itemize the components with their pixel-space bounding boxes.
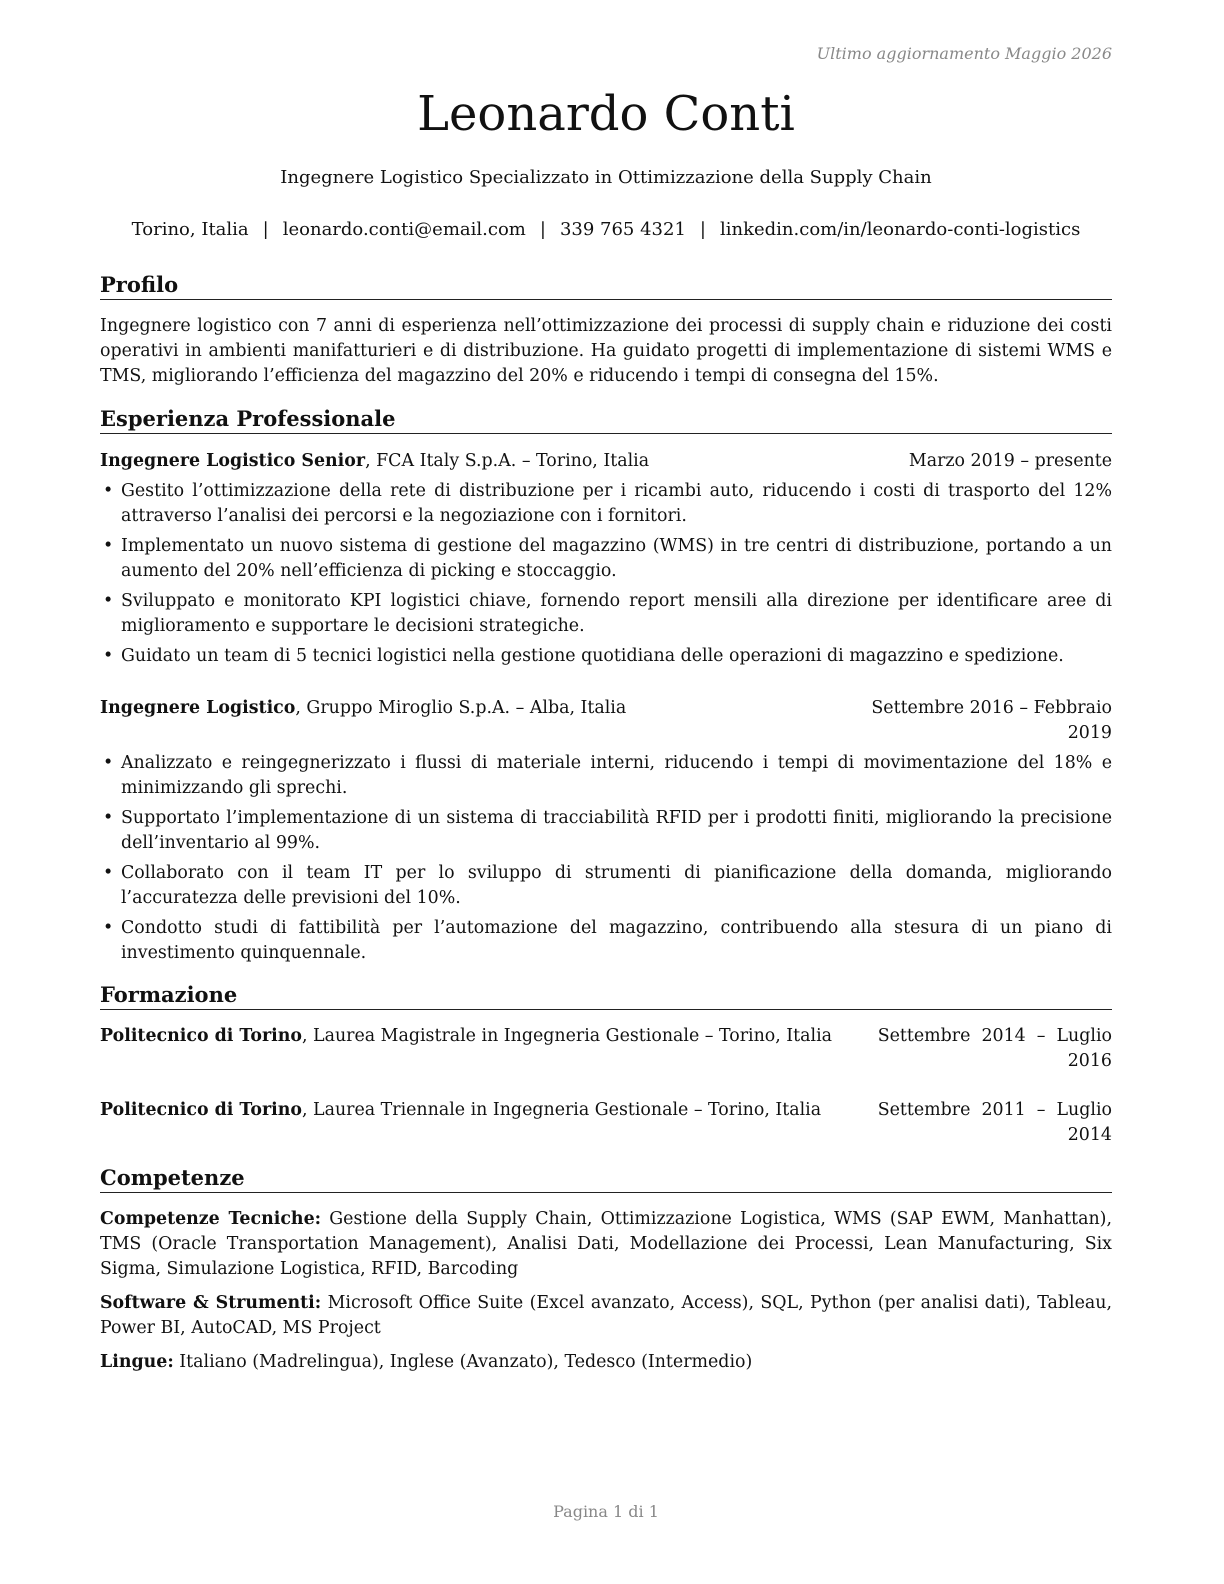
headline: Ingegnere Logistico Specializzato in Ottimizzazione della Supply Chain <box>280 167 932 188</box>
job-title: Ingegnere Logistico Senior <box>100 451 366 471</box>
skills-technical: Competenze Tecniche: Gestione della Supply Chain, Ottimizzazione Logistica, WMS (SAP EWM, Manhattan), TMS (Oracle Transportation Management), Analisi Dati, Modellazione dei Processi, Lean Manufacturing, Six Sigma, Simulazione Logistica, RFID, Barcoding <box>100 1209 1112 1279</box>
list-item: • Supportato l’implementazione di un sistema di tracciabilità RFID per i prodotti finiti, migliorando la precisione dell’inventario al 99%. <box>100 806 1112 856</box>
contact-phone: 339 765 4321 <box>559 219 686 240</box>
contact-email[interactable]: leonardo.conti@email.com <box>282 219 526 240</box>
section-heading-skills: Competenze <box>100 1165 1112 1193</box>
list-item: • Condotto studi di fattibilità per l’automazione del magazzino, contribuendo alla stesura di un piano di investimento quinquennale. <box>100 916 1112 966</box>
list-item: • Gestito l’ottimizzazione della rete di distribuzione per i ricambi auto, riducendo i costi di trasporto del 12% attraverso l’analisi dei percorsi e la negoziazione con i fornitori. <box>100 479 1112 529</box>
list-item: • Sviluppato e monitorato KPI logistici chiave, fornendo report mensili alla direzione per identificare aree di miglioramento e supportare le decisioni strategiche. <box>100 589 1112 639</box>
education-entry <box>100 1024 1112 1074</box>
contact-separator: | <box>262 219 269 240</box>
resume-page <box>100 0 1112 1584</box>
contact-separator: | <box>699 219 706 240</box>
job-title: Ingegnere Logistico <box>100 698 296 718</box>
degree: , Laurea Magistrale in Ingegneria Gestionale – Torino, Italia <box>301 1026 833 1046</box>
contact-linkedin[interactable]: linkedin.com/in/leonardo-conti-logistics <box>719 219 1081 240</box>
last-updated: Ultimo aggiornamento Maggio 2026 <box>816 44 1112 63</box>
contact-line <box>100 219 1112 240</box>
job-header <box>100 696 1112 746</box>
page-number: Pagina 1 di 1 <box>553 1502 659 1521</box>
section-heading-experience: Esperienza Professionale <box>100 406 1112 434</box>
section-heading-profile: Profilo <box>100 272 1112 300</box>
list-item: • Collaborato con il team IT per lo sviluppo di strumenti di pianificazione della domanda, migliorando l’accuratezza delle previsioni del 10%. <box>100 861 1112 911</box>
education-dates: Settembre 2014 – Luglio 2016 <box>877 1026 1112 1071</box>
skills-software: Software & Strumenti: Microsoft Office Suite (Excel avanzato, Access), SQL, Python (per analisi dati), Tableau, Power BI, AutoCAD, MS Project <box>100 1293 1113 1338</box>
degree: , Laurea Triennale in Ingegneria Gestionale – Torino, Italia <box>301 1100 822 1120</box>
profile-text: Ingegnere logistico con 7 anni di esperienza nell’ottimizzazione dei processi di supply chain e riduzione dei costi operativi in ambienti manifatturieri e di distribuzione. Ha guidato progetti di implementazione di sistemi WMS e TMS, migliorando l’efficienza del magazzino del 20% e riducendo i tempi di consegna del 15%. <box>100 316 1112 386</box>
job-bullets <box>100 751 1112 971</box>
job-bullets <box>100 479 1112 674</box>
school-name: Politecnico di Torino <box>100 1100 302 1120</box>
candidate-name: Leonardo Conti <box>417 86 795 142</box>
job-dates: Marzo 2019 – presente <box>908 451 1112 471</box>
job-company: , FCA Italy S.p.A. – Torino, Italia <box>365 451 650 471</box>
list-item: • Implementato un nuovo sistema di gestione del magazzino (WMS) in tre centri di distribuzione, portando a un aumento del 20% nell’efficienza di picking e stoccaggio. <box>100 534 1112 584</box>
job-header <box>100 449 1112 474</box>
section-heading-education: Formazione <box>100 982 1112 1010</box>
job-company: , Gruppo Miroglio S.p.A. – Alba, Italia <box>295 698 627 718</box>
contact-location: Torino, Italia <box>131 219 249 240</box>
skills-languages: Lingue: Italiano (Madrelingua), Inglese (Avanzato), Tedesco (Intermedio) <box>100 1352 753 1372</box>
education-entry <box>100 1098 1112 1148</box>
contact-separator: | <box>539 219 546 240</box>
job-dates: Settembre 2016 – Febbraio 2019 <box>871 698 1112 743</box>
education-dates: Settembre 2011 – Luglio 2014 <box>877 1100 1112 1145</box>
list-item: • Guidato un team di 5 tecnici logistici nella gestione quotidiana delle operazioni di magazzino e spedizione. <box>100 644 1112 669</box>
school-name: Politecnico di Torino <box>100 1026 302 1046</box>
list-item: • Analizzato e reingegnerizzato i flussi di materiale interni, riducendo i tempi di movimentazione del 18% e minimizzando gli sprechi. <box>100 751 1112 801</box>
